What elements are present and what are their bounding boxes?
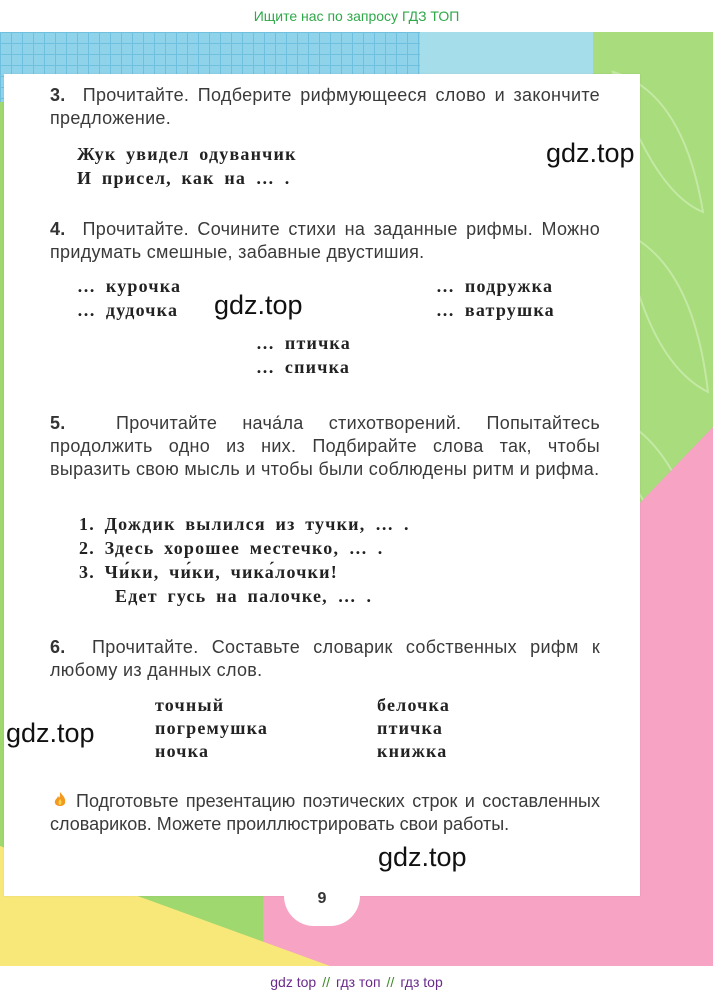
- task-number: 6.: [50, 637, 66, 657]
- watermark: gdz.top: [6, 718, 95, 748]
- poem-start-item: 3. Чи́ки, чи́ки, чика́лочки!: [79, 562, 338, 582]
- rhyme-item: … спичка: [256, 357, 351, 377]
- task-5: [50, 412, 600, 481]
- word-column-right: [377, 694, 450, 763]
- flame-icon: [50, 790, 70, 810]
- watermark: gdz.top: [546, 138, 635, 168]
- bottom-link[interactable]: гдз топ: [335, 974, 381, 990]
- word-item: ночка: [155, 741, 210, 761]
- word-item: точный: [155, 695, 225, 715]
- word-item: белочка: [377, 695, 451, 715]
- word-item: погремушка: [155, 718, 269, 738]
- poem-starts-list: [79, 514, 410, 610]
- rhyme-item: … курочка: [77, 276, 182, 296]
- poem-line: И присел, как на … .: [77, 168, 291, 188]
- project-note: [50, 790, 600, 836]
- bottom-link[interactable]: гдз top: [400, 974, 443, 990]
- task-3: [50, 84, 600, 130]
- bottom-link[interactable]: gdz top: [270, 974, 317, 990]
- task-number: 5.: [50, 413, 66, 433]
- note-text: Подготовьте презентацию поэтических строк и составленных словариков. Можете проиллюстрировать свои работы.: [50, 791, 600, 834]
- task-text: Прочитайте. Составьте словарик собственных рифм к любому из данных слов.: [50, 637, 600, 680]
- task-6: [50, 636, 600, 682]
- task-number: 4.: [50, 219, 66, 239]
- top-banner[interactable]: Ищите нас по запросу ГДЗ ТОП: [253, 8, 460, 24]
- rhyme-column-right: [436, 276, 555, 324]
- task-3-poem: [77, 144, 297, 192]
- word-column-left: [155, 694, 268, 763]
- poem-start-item: 1. Дождик вылился из тучки, … .: [79, 514, 410, 534]
- watermark: gdz.top: [378, 842, 467, 872]
- textbook-page: [4, 74, 640, 896]
- task-text: Прочитайте. Подберите рифмующееся слово и закончите предложение.: [50, 85, 600, 128]
- separator: //: [386, 974, 395, 990]
- rhyme-item: … подружка: [436, 276, 554, 296]
- separator: //: [322, 974, 330, 990]
- task-text: Прочитайте. Сочините стихи на заданные рифмы. Можно придумать смешные, забавные двустишия.: [50, 219, 601, 262]
- rhyme-item: … дудочка: [77, 300, 179, 320]
- task-number: 3.: [50, 85, 66, 105]
- poem-start-item: 2. Здесь хорошее местечко, … .: [79, 538, 384, 558]
- poem-start-item: Едет гусь на палочке, … .: [115, 586, 373, 606]
- word-item: книжка: [377, 741, 448, 761]
- task-4: [50, 218, 600, 264]
- bottom-banner[interactable]: [0, 966, 713, 998]
- task-text: Прочитайте нача́ла стихотворений. Попытайтесь продолжить одно из них. Подбирайте слова так, чтобы выразить свою мысль и чтобы были соблюдены ритм и рифма.: [50, 413, 600, 479]
- rhyme-item: … ватрушка: [436, 300, 555, 320]
- rhyme-column-left: [77, 276, 181, 324]
- rhyme-item: … птичка: [256, 333, 351, 353]
- rhyme-column-center: [256, 333, 351, 381]
- watermark: gdz.top: [214, 290, 303, 320]
- word-item: птичка: [377, 718, 444, 738]
- page-number: 9: [317, 890, 327, 907]
- poem-line: Жук увидел одуванчик: [77, 144, 297, 164]
